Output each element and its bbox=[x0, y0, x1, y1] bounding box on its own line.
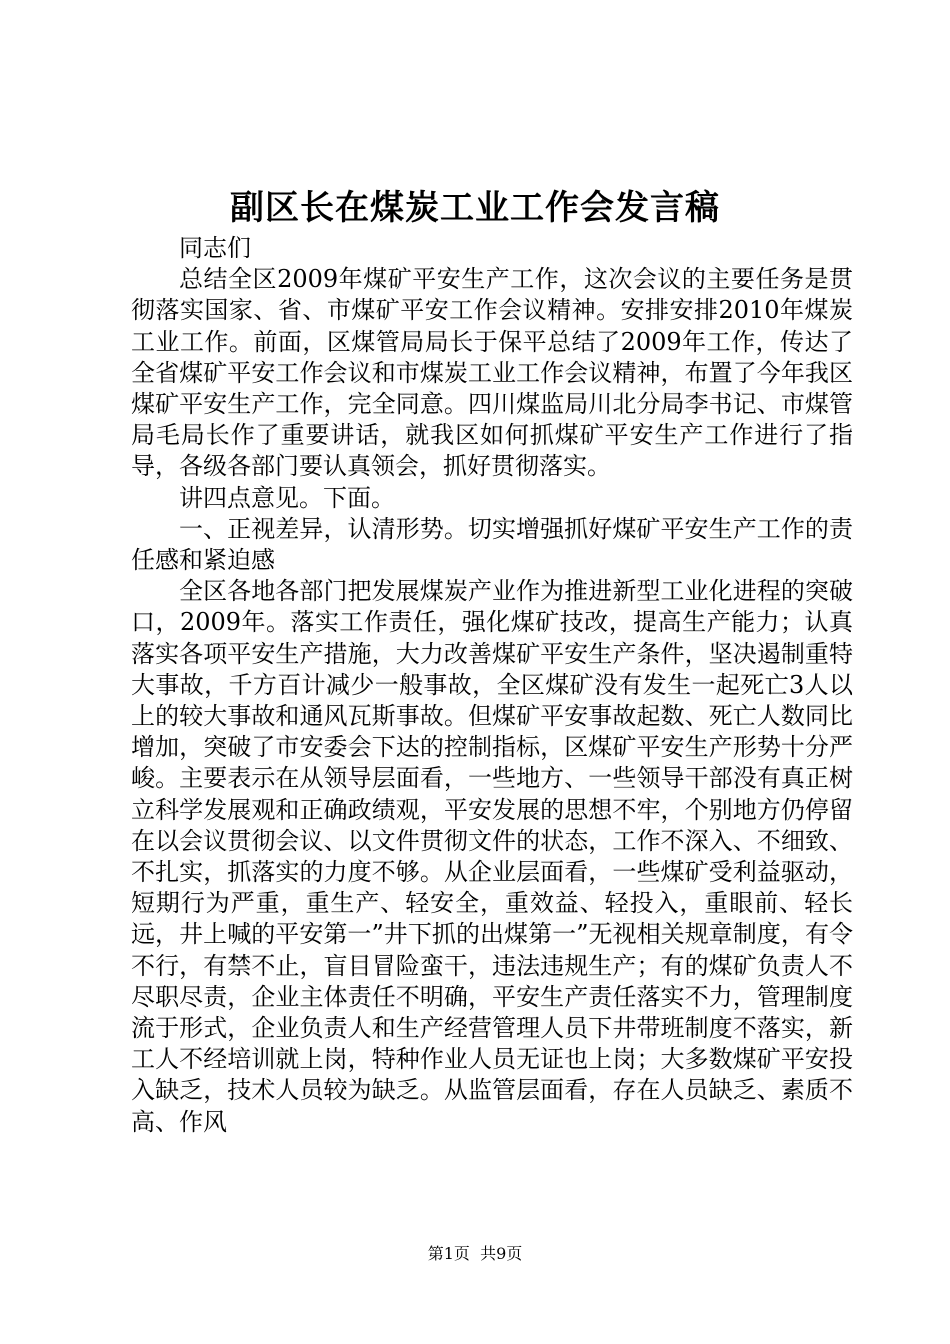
footer-separator bbox=[470, 1244, 480, 1263]
body-paragraph: 全区各地各部门把发展煤炭产业作为推进新型工业化进程的突破口，2009年。落实工作责任，强化煤矿技改，提高生产能力；认真落实各项平安生产措施，大力改善煤矿平安生产条件，坚决遏制重特大事故，千方百计减少一般事故，全区煤矿没有发生一起死亡3人以上的较大事故和通风瓦斯事故。但煤矿平安事故起数、死亡人数同比增加，突破了市安委会下达的控制指标，区煤矿平安生产形势十分严峻。主要表示在从领导层面看，一些地方、一些领导干部没有真正树立科学发展观和正确政绩观，平安发展的思想不牢，个别地方仍停留在以会议贯彻会议、以文件贯彻文件的状态，工作不深入、不细致、不扎实，抓落实的力度不够。从企业层面看，一些煤矿受利益驱动，短期行为严重，重生产、轻安全，重效益、轻投入，重眼前、轻长远，井上喊的平安第一”井下抓的出煤第一”无视相关规章制度，有令不行，有禁不止，盲目冒险蛮干，违法违规生产；有的煤矿负责人不尽职尽责，企业主体责任不明确，平安生产责任落实不力，管理制度流于形式，企业负责人和生产经营管理人员下井带班制度不落实，新工人不经培训就上岗，特种作业人员无证也上岗；大多数煤矿平安投入缺乏，技术人员较为缺乏。从监管层面看，存在人员缺乏、素质不高、作风 bbox=[131, 577, 853, 1136]
total-pages: 共9页 bbox=[480, 1244, 523, 1263]
document-title: 副区长在煤炭工业工作会发言稿 bbox=[230, 188, 720, 228]
page-number: 第1页 bbox=[427, 1244, 470, 1263]
document-body bbox=[131, 233, 853, 1138]
body-paragraph: 总结全区2009年煤矿平安生产工作，这次会议的主要任务是贯彻落实国家、省、市煤矿平安工作会议精神。安排安排2010年煤炭工业工作。前面，区煤管局局长于保平总结了2009年工作，传达了全省煤矿平安工作会议和市煤炭工业工作会议精神，布置了今年我区煤矿平安生产工作，完全同意。四川煤监局川北分局李书记、市煤管局毛局长作了重要讲话，就我区如何抓煤矿平安生产工作进行了指导，各级各部门要认真领会，抓好贯彻落实。 bbox=[131, 265, 853, 481]
salutation-paragraph: 同志们 bbox=[179, 234, 251, 262]
body-paragraph: 讲四点意见。下面。 bbox=[179, 483, 395, 512]
page-footer bbox=[0, 1242, 950, 1266]
section-heading-paragraph: 一、正视差异，认清形势。切实增强抓好煤矿平安生产工作的责任感和紧迫感 bbox=[131, 514, 853, 575]
